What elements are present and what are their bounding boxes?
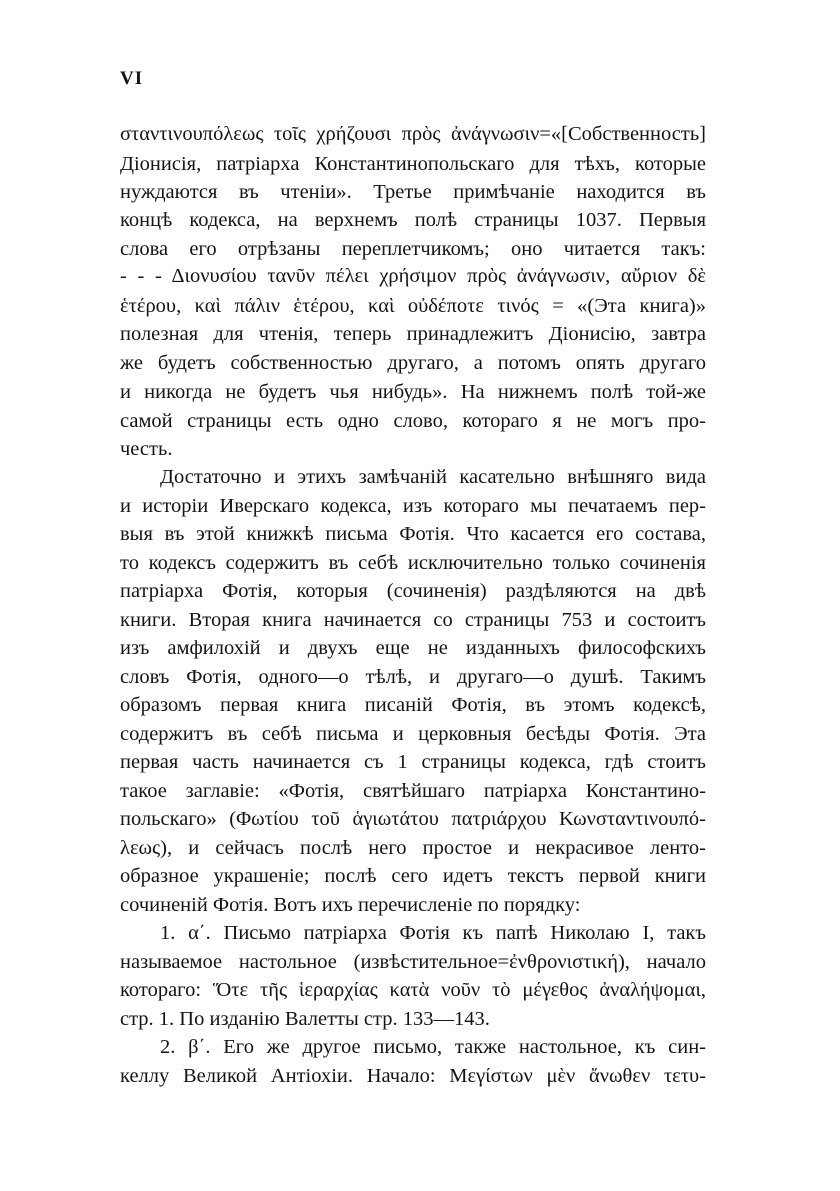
- text-line: образное украшеніе; послѣ сего идетъ текстъ первой книги: [120, 865, 706, 887]
- page-number: VI: [120, 68, 144, 89]
- text-line: честь.: [120, 438, 173, 460]
- text-line: 2. β΄. Его же другое письмо, также настольное, къ син-: [160, 1036, 706, 1058]
- text-line: котораго: Ὅτε τῆς ἱεραρχίας κατὰ νοῦν τὸ μέγεθος ἀναλήψομαι,: [120, 979, 706, 1001]
- text-line: келлу Великой Антіохіи. Начало: Μεγίστων μὲν ἄνωθεν τετυ-: [120, 1065, 706, 1087]
- text-line: сочиненій Фотія. Вотъ ихъ перечисленіе по порядку:: [120, 894, 581, 916]
- text-line: образомъ первая книга писаній Фотія, въ этомъ кодексѣ,: [120, 694, 706, 716]
- text-line: - - - Διονυσίου τανῦν πέλει χρήσιμον πρὸς ἀνάγνωσιν, αὔριον δὲ: [120, 265, 706, 287]
- text-line: σταντινουπόλεως τοῖς χρήζουσι πρὸς ἀνάγνωσιν=«[Собственность]: [120, 123, 706, 145]
- text-line: ἑτέρου, καὶ πάλιν ἑτέρου, καὶ οὐδέποτε τινός = «(Эта книга)»: [120, 295, 706, 317]
- text-line: изъ амфилохій и двухъ еще не изданныхъ философскихъ: [120, 637, 706, 659]
- text-line: Достаточно и этихъ замѣчаній касательно внѣшняго вида: [160, 466, 706, 488]
- text-line: нуждаются въ чтеніи». Третье примѣчаніе находится въ: [120, 181, 706, 203]
- text-line: словъ Фотія, одного—о тѣлѣ, и другаго—о душѣ. Такимъ: [120, 666, 706, 688]
- text-line: концѣ кодекса, на верхнемъ полѣ страницы 1037. Первыя: [120, 209, 706, 231]
- text-line: самой страницы есть одно слово, котораго я не могъ про-: [120, 410, 706, 432]
- text-line: первая часть начинается съ 1 страницы кодекса, гдѣ стоитъ: [120, 751, 706, 773]
- text-line: стр. 1. По изданію Валетты стр. 133—143.: [120, 1008, 490, 1030]
- text-line: называемое настольное (извѣстительное=ἐνθρονιστική), начало: [120, 951, 706, 973]
- text-line: то кодексъ содержитъ въ себѣ исключительно только сочиненія: [120, 552, 706, 574]
- text-line: Діонисія, патріарха Константинопольскаго для тѣхъ, которые: [120, 153, 706, 175]
- text-line: патріарха Фотія, которыя (сочиненія) раздѣляются на двѣ: [120, 580, 706, 602]
- text-line: выя въ этой книжкѣ письма Фотія. Что касается его состава,: [120, 523, 706, 545]
- text-line: же будетъ собственностью другаго, а потомъ опять другаго: [120, 352, 706, 374]
- text-line: польскаго» (Φωτίου τοῦ ἁγιωτάτου πατριάρχου Κωνσταντινουπό-: [120, 808, 706, 830]
- text-line: содержитъ въ себѣ письма и церковныя бесѣды Фотія. Эта: [120, 723, 706, 745]
- text-line: 1. α΄. Письмо патріарха Фотія къ папѣ Николаю I, такъ: [160, 922, 706, 944]
- text-line: слова его отрѣзаны переплетчикомъ; оно читается такъ:: [120, 238, 706, 260]
- text-line: книги. Вторая книга начинается со страницы 753 и состоитъ: [120, 609, 706, 631]
- text-line: и исторіи Иверскаго кодекса, изъ котораго мы печатаемъ пер-: [120, 495, 706, 517]
- text-line: и никогда не будетъ чья нибудь». На нижнемъ полѣ той-же: [120, 381, 706, 403]
- text-line: полезная для чтенія, теперь принадлежитъ Діонисію, завтра: [120, 323, 706, 345]
- text-line: λεως), и сейчасъ послѣ него простое и некрасивое ленто-: [120, 837, 706, 859]
- text-line: такое заглавіе: «Фотія, святѣйшаго патріарха Константино-: [120, 780, 706, 802]
